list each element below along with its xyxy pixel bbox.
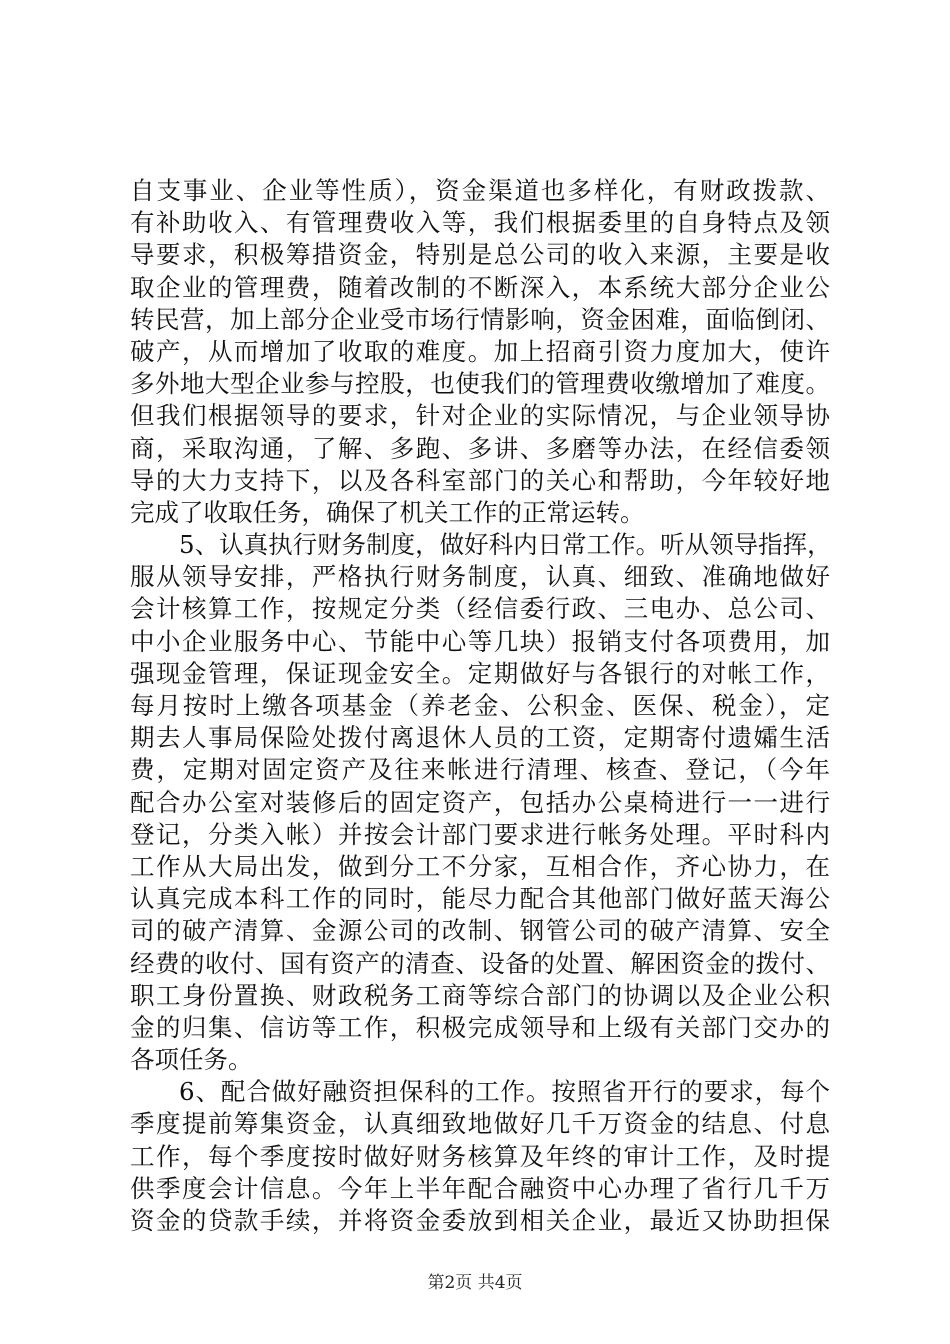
- text-line: 会计核算工作，按规定分类（经信委行政、三电办、总公司、: [130, 594, 830, 624]
- text-line: 司的破产清算、金源公司的改制、钢管公司的破产清算、安全: [130, 916, 830, 946]
- text-line: 导要求，积极筹措资金，特别是总公司的收入来源，主要是收: [130, 240, 830, 270]
- text-line: 但我们根据领导的要求，针对企业的实际情况，与企业领导协: [130, 401, 830, 431]
- text-line: 配合办公室对装修后的固定资产，包括办公桌椅进行一一进行: [130, 787, 830, 817]
- text-line: 服从领导安排，严格执行财务制度，认真、细致、准确地做好: [130, 562, 830, 592]
- text-line: 6、配合做好融资担保科的工作。按照省开行的要求，每个: [179, 1077, 830, 1107]
- text-line: 供季度会计信息。今年上半年配合融资中心办理了省行几千万: [130, 1173, 830, 1203]
- text-line: 自支事业、企业等性质），资金渠道也多样化，有财政拨款、: [130, 176, 830, 205]
- text-line: 季度提前筹集资金，认真细致地做好几千万资金的结息、付息: [130, 1109, 830, 1139]
- text-line: 破产，从而增加了收取的难度。加上招商引资力度加大，使许: [130, 336, 830, 366]
- text-line: 费，定期对固定资产及往来帐进行清理、核查、登记，（今年: [130, 755, 830, 785]
- text-line: 登记，分类入帐）并按会计部门要求进行帐务处理。平时科内: [130, 819, 830, 849]
- paragraph-item-5: [130, 529, 830, 1076]
- text-line: 导的大力支持下，以及各科室部门的关心和帮助，今年较好地: [130, 465, 830, 495]
- text-line: 金的归集、信访等工作，积极完成领导和上级有关部门交办的: [130, 1012, 830, 1042]
- paragraph-item-6: [130, 1076, 830, 1237]
- text-line: 完成了收取任务，确保了机关工作的正常运转。: [130, 497, 645, 527]
- text-line: 多外地大型企业参与控股，也使我们的管理费收缴增加了难度。: [130, 369, 830, 399]
- text-line: 5、认真执行财务制度，做好科内日常工作。听从领导指挥，: [179, 530, 832, 560]
- text-line: 每月按时上缴各项基金（养老金、公积金、医保、税金），定: [130, 691, 830, 720]
- page-footer: [0, 1268, 950, 1293]
- text-line: 期去人事局保险处拨付离退休人员的工资，定期寄付遗孀生活: [130, 723, 830, 753]
- text-line: 取企业的管理费，随着改制的不断深入，本系统大部分企业公: [130, 272, 830, 302]
- text-line: 强现金管理，保证现金安全。定期做好与各银行的对帐工作，: [130, 658, 830, 688]
- text-line: 工作从大局出发，做到分工不分家，互相合作，齐心协力，在: [130, 851, 830, 881]
- text-line: 中小企业服务中心、节能中心等几块）报销支付各项费用，加: [130, 626, 830, 656]
- document-body: [130, 175, 830, 1237]
- text-line: 认真完成本科工作的同时，能尽力配合其他部门做好蓝天海公: [130, 884, 830, 914]
- text-line: 转民营，加上部分企业受市场行情影响，资金困难，面临倒闭、: [130, 304, 830, 334]
- text-line: 经费的收付、国有资产的清查、设备的处置、解困资金的拨付、: [130, 948, 830, 978]
- text-line: 职工身份置换、财政税务工商等综合部门的协调以及企业公积: [130, 980, 830, 1010]
- text-line: 工作，每个季度按时做好财务核算及年终的审计工作，及时提: [130, 1141, 830, 1171]
- text-line: 各项任务。: [130, 1045, 253, 1075]
- text-line: 有补助收入、有管理费收入等，我们根据委里的自身特点及领: [130, 208, 830, 238]
- text-line: 资金的贷款手续，并将资金委放到相关企业，最近又协助担保: [130, 1206, 830, 1235]
- page-number-label: 第2页 共4页: [427, 1273, 523, 1293]
- paragraph-funding: [130, 175, 830, 529]
- text-line: 商，采取沟通，了解、多跑、多讲、多磨等办法，在经信委领: [130, 433, 830, 463]
